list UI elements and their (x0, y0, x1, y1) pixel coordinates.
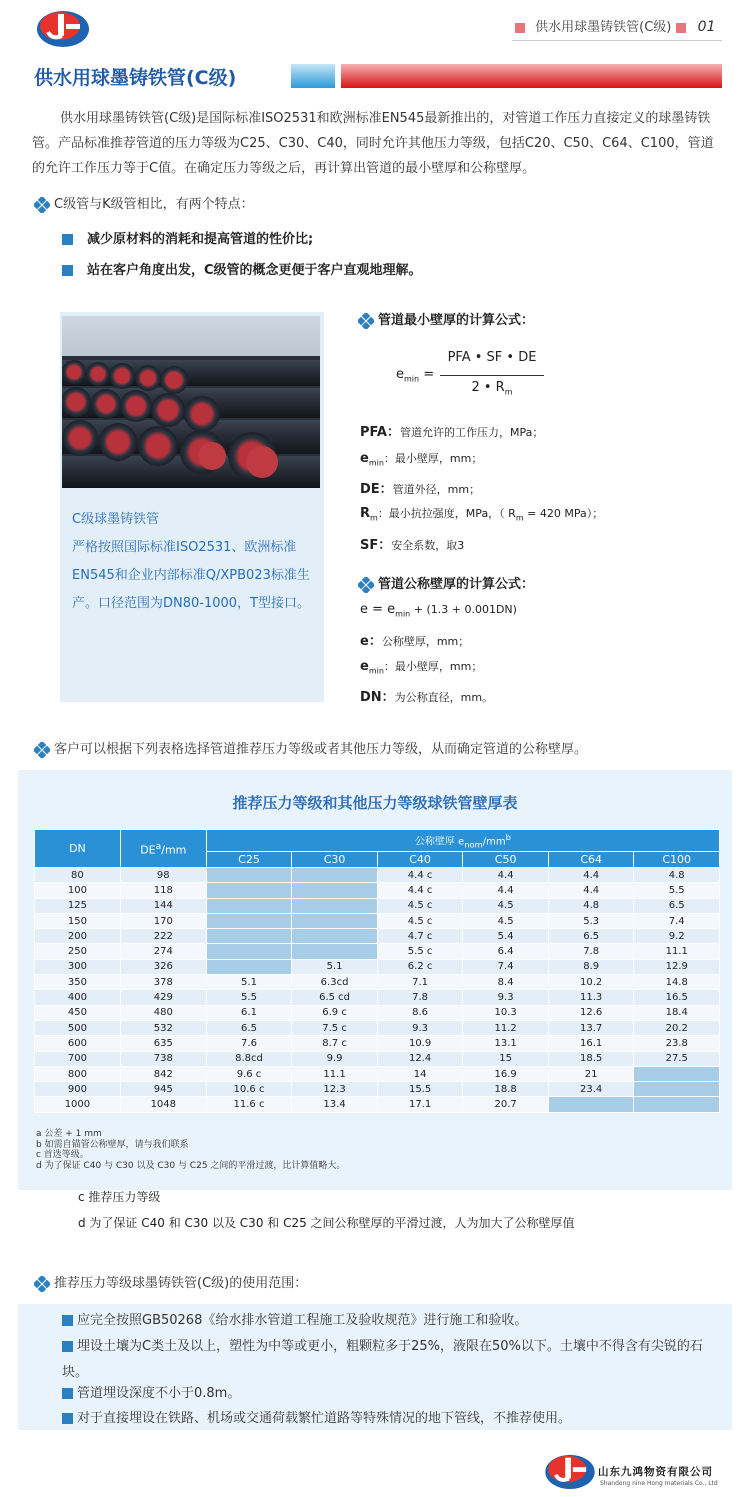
cell-dn: 450 (35, 1005, 121, 1020)
cell-dn: 500 (35, 1020, 121, 1035)
col-class: C40 (377, 852, 463, 868)
cell-thickness (292, 929, 378, 944)
cell-de: 144 (120, 898, 206, 913)
cell-thickness: 6.1 (206, 1005, 292, 1020)
cell-de: 98 (120, 868, 206, 883)
cell-de: 945 (120, 1082, 206, 1097)
cell-thickness: 7.4 (634, 913, 720, 928)
square-bullet-icon (62, 1341, 73, 1352)
def-pfa: PFA：管道允许的工作压力，MPa； (360, 425, 544, 440)
cell-thickness: 5.5 (634, 883, 720, 898)
table-row (35, 1005, 720, 1020)
cell-thickness: 13.1 (463, 1036, 549, 1051)
formula-lhs: $e_{min}$ = (396, 367, 435, 384)
cell-dn: 300 (35, 959, 121, 974)
cell-dn: 1000 (35, 1097, 121, 1112)
diamond-bullet-icon (34, 197, 50, 213)
cell-thickness: 18.4 (634, 1005, 720, 1020)
def-sf: SF：安全系数，取3 (360, 538, 465, 553)
cell-thickness: 6.5 cd (292, 990, 378, 1005)
cell-de: 842 (120, 1066, 206, 1081)
diamond-bullet-icon (358, 577, 374, 593)
cell-thickness (292, 913, 378, 928)
cell-thickness: 16.1 (548, 1036, 634, 1051)
footnote: c 首选等级。 (36, 1150, 89, 1160)
cell-thickness: 9.3 (377, 1020, 463, 1035)
cell-thickness: 5.5 (206, 990, 292, 1005)
col-de: $DE^a/mm$ (120, 830, 206, 868)
footer-company-en: Shandong nine Hong materials Co., Ltd (600, 1480, 718, 1487)
caption-body: 严格按照国际标准ISO2531、欧洲标准EN545和企业内部标准Q/XPB023标准生产。口径范围为DN80-1000，T型接口。 (72, 540, 310, 611)
cell-thickness: 4.8 (548, 898, 634, 913)
cell-thickness (292, 883, 378, 898)
cell-thickness (206, 883, 292, 898)
cell-de: 532 (120, 1020, 206, 1035)
table-title: 推荐压力等级和其他压力等级球铁管壁厚表 (232, 794, 518, 812)
footer-company: 山东九鸿物资有限公司 (598, 1466, 713, 1478)
footer-logo-icon (544, 1452, 596, 1490)
table-row (35, 990, 720, 1005)
cell-thickness: 5.4 (463, 929, 549, 944)
table-row (35, 1036, 720, 1051)
compare-item: 减少原材料的消耗和提高管道的性价比; (62, 228, 313, 247)
col-class: C30 (292, 852, 378, 868)
cell-thickness: 14 (377, 1066, 463, 1081)
cell-de: 635 (120, 1036, 206, 1051)
footnote: d 为了保证 C40 与 C30 以及 C30 与 C25 之间的平滑过渡，比计算值略大。 (36, 1160, 346, 1171)
photo-caption (72, 506, 320, 618)
cell-thickness: 11.6 c (206, 1097, 292, 1112)
cell-dn: 250 (35, 944, 121, 959)
cell-dn: 600 (35, 1036, 121, 1051)
cell-thickness (206, 929, 292, 944)
intro-paragraph: 供水用球墨铸铁管(C级)是国际标准ISO2531和欧洲标准EN545最新推出的，对管道工作压力直接定义的球墨铸铁管。产品标准推荐管道的压力等级为C25、C30、C40，同时允许其他压力等级，包括C20、C50、C64、C100，管道的允许工作压力等于C值。在确定压力等级之后，再计算出管道的最小壁厚和公称壁厚。 (32, 111, 714, 176)
cell-de: 378 (120, 975, 206, 990)
table-row (35, 1051, 720, 1066)
formula-nom-heading: 管道公称壁厚的计算公式： (358, 573, 534, 593)
cell-de: 170 (120, 913, 206, 928)
table-row (35, 913, 720, 928)
def-emin-2: $e_{min}$：最小壁厚，mm； (360, 659, 483, 676)
square-bullet-icon (62, 1388, 73, 1399)
formula-numerator: PFA • SF • DE (447, 350, 537, 365)
cell-thickness (206, 913, 292, 928)
usage-heading: 推荐压力等级球墨铸铁管(C级)的使用范围： (34, 1272, 307, 1292)
cell-thickness: 7.8 (548, 944, 634, 959)
cell-thickness: 4.5 c (377, 913, 463, 928)
pipe-stack-photo (62, 316, 320, 488)
cell-thickness: 12.4 (377, 1051, 463, 1066)
cell-thickness: 16.9 (463, 1066, 549, 1081)
cell-thickness: 9.6 c (206, 1066, 292, 1081)
col-class: C64 (548, 852, 634, 868)
table-row (35, 944, 720, 959)
formula-nom-eq: $e = e_{min} + (1.3 + 0.001DN)$ (360, 602, 517, 619)
cell-dn: 100 (35, 883, 121, 898)
usage-item: 管道埋设深度不小于0.8m。 (62, 1381, 722, 1407)
cell-de: 429 (120, 990, 206, 1005)
cell-thickness: 5.3 (548, 913, 634, 928)
cell-thickness: 4.4 (548, 883, 634, 898)
fraction-line (440, 375, 544, 376)
cell-thickness: 23.4 (548, 1082, 634, 1097)
cell-dn: 125 (35, 898, 121, 913)
cell-thickness (206, 868, 292, 883)
cell-thickness (292, 868, 378, 883)
cell-de: 738 (120, 1051, 206, 1066)
cell-thickness: 6.5 (206, 1020, 292, 1035)
cell-thickness: 16.5 (634, 990, 720, 1005)
header-divider (512, 40, 722, 41)
cell-thickness (206, 959, 292, 974)
cell-thickness: 6.5 (634, 898, 720, 913)
cell-dn: 350 (35, 975, 121, 990)
cell-thickness: 17.1 (377, 1097, 463, 1112)
table-row (35, 898, 720, 913)
footnote: a 公差 + 1 mm (36, 1129, 102, 1139)
col-class: C50 (463, 852, 549, 868)
diamond-bullet-icon (358, 313, 374, 329)
caption-title: C级球墨铸铁管 (72, 512, 160, 527)
cell-thickness: 8.8cd (206, 1051, 292, 1066)
cell-thickness: 18.5 (548, 1051, 634, 1066)
cell-thickness: 5.5 c (377, 944, 463, 959)
cell-thickness: 7.4 (463, 959, 549, 974)
def-dn: DN：为公称直径，mm。 (360, 690, 494, 705)
cell-thickness: 12.6 (548, 1005, 634, 1020)
cell-thickness: 6.5 (548, 929, 634, 944)
cell-thickness: 4.7 c (377, 929, 463, 944)
header-square-icon (515, 23, 525, 33)
table-row (35, 959, 720, 974)
cell-dn: 400 (35, 990, 121, 1005)
cell-thickness: 12.3 (292, 1082, 378, 1097)
wall-thickness-table (34, 829, 720, 1113)
col-class: C100 (634, 852, 720, 868)
cell-thickness (634, 1066, 720, 1081)
cell-thickness: 12.9 (634, 959, 720, 974)
cell-thickness: 10.6 c (206, 1082, 292, 1097)
cell-thickness: 18.8 (463, 1082, 549, 1097)
compare-item: 站在客户角度出发，C级管的概念更便于客户直观地理解。 (62, 259, 422, 278)
cell-thickness: 10.9 (377, 1036, 463, 1051)
cell-thickness: 10.3 (463, 1005, 549, 1020)
cell-thickness (634, 1097, 720, 1112)
cell-de: 222 (120, 929, 206, 944)
cell-thickness: 6.2 c (377, 959, 463, 974)
def-de: DE：管道外径，mm； (360, 482, 481, 497)
cell-thickness: 15.5 (377, 1082, 463, 1097)
cell-dn: 80 (35, 868, 121, 883)
cell-dn: 800 (35, 1066, 121, 1081)
cell-thickness: 4.4 c (377, 883, 463, 898)
cell-thickness: 4.5 c (377, 898, 463, 913)
cell-thickness: 11.1 (292, 1066, 378, 1081)
diamond-bullet-icon (34, 1276, 50, 1292)
square-bullet-icon (62, 1315, 73, 1326)
cell-de: 1048 (120, 1097, 206, 1112)
cell-thickness (292, 898, 378, 913)
formula-denominator: 2 • $R_m$ (471, 380, 513, 397)
cell-thickness: 11.3 (548, 990, 634, 1005)
table-row (35, 883, 720, 898)
cell-thickness: 11.2 (463, 1020, 549, 1035)
square-bullet-icon (62, 265, 73, 276)
company-logo-icon (36, 8, 90, 48)
cell-thickness: 8.4 (463, 975, 549, 990)
cell-thickness: 8.9 (548, 959, 634, 974)
cell-dn: 200 (35, 929, 121, 944)
cell-de: 326 (120, 959, 206, 974)
table-row (35, 1082, 720, 1097)
usage-item: 对于直接埋设在铁路、机场或交通荷载繁忙道路等特殊情况的地下管线，不推荐使用。 (62, 1406, 722, 1432)
note-d: d 为了保证 C40 和 C30 以及 C30 和 C25 之间公称壁厚的平滑过渡，人为加大了公称壁厚值 (78, 1216, 575, 1230)
cell-thickness: 10.2 (548, 975, 634, 990)
cell-thickness: 4.5 (463, 898, 549, 913)
cell-thickness: 9.3 (463, 990, 549, 1005)
cell-thickness: 9.9 (292, 1051, 378, 1066)
cell-thickness: 8.7 c (292, 1036, 378, 1051)
cell-thickness: 6.9 c (292, 1005, 378, 1020)
cell-thickness: 20.2 (634, 1020, 720, 1035)
cell-thickness: 6.4 (463, 944, 549, 959)
cell-thickness: 11.1 (634, 944, 720, 959)
footnote: b 如需自锚管公称壁厚，请与我们联系 (36, 1139, 189, 1150)
cell-thickness: 8.6 (377, 1005, 463, 1020)
table-row (35, 1066, 720, 1081)
cell-thickness: 4.8 (634, 868, 720, 883)
cell-thickness: 4.4 (463, 868, 549, 883)
def-rm: $R_m$：最小抗拉强度，MPa，（ $R_m = 420$ MPa）； (360, 506, 604, 523)
col-group: 公称壁厚 $e_{nom}/mm^b$ (206, 830, 719, 852)
cell-thickness: 6.3cd (292, 975, 378, 990)
def-e: e：公称壁厚，mm； (360, 634, 470, 649)
cell-dn: 900 (35, 1082, 121, 1097)
compare-heading: C级管与K级管相比，有两个特点： (34, 193, 254, 213)
formula-min-heading: 管道最小壁厚的计算公式： (358, 309, 534, 329)
select-note: 客户可以根据下列表格选择管道推荐压力等级或者其他压力等级，从而确定管道的公称壁厚。 (34, 738, 587, 758)
title-bar-red (341, 64, 722, 88)
table-row (35, 1020, 720, 1035)
usage-item: 应完全按照GB50268《给水排水管道工程施工及验收规范》进行施工和验收。 (62, 1308, 722, 1334)
square-bullet-icon (62, 1413, 73, 1424)
usage-item: 埋设土壤为C类土及以上，塑性为中等或更小，粗颗粒多于25%，液限在50%以下。土壤中不得含有尖锐的石块。 (62, 1339, 703, 1380)
cell-de: 480 (120, 1005, 206, 1020)
note-c: c 推荐压力等级 (78, 1190, 161, 1204)
table-row (35, 975, 720, 990)
cell-thickness: 4.4 (463, 883, 549, 898)
square-bullet-icon (62, 234, 73, 245)
table-row (35, 929, 720, 944)
page-number: 01 (697, 19, 716, 35)
cell-thickness: 9.2 (634, 929, 720, 944)
cell-thickness: 7.8 (377, 990, 463, 1005)
cell-dn: 700 (35, 1051, 121, 1066)
cell-thickness (548, 1097, 634, 1112)
cell-thickness: 14.8 (634, 975, 720, 990)
cell-thickness: 21 (548, 1066, 634, 1081)
cell-dn: 150 (35, 913, 121, 928)
cell-thickness: 5.1 (292, 959, 378, 974)
header-title: 供水用球墨铸铁管(C级) 01 (515, 16, 715, 35)
cell-thickness: 4.5 (463, 913, 549, 928)
table-row (35, 1097, 720, 1112)
cell-de: 274 (120, 944, 206, 959)
cell-thickness: 5.1 (206, 975, 292, 990)
header-square-icon (676, 23, 686, 33)
cell-thickness: 23.8 (634, 1036, 720, 1051)
cell-thickness: 4.4 c (377, 868, 463, 883)
cell-thickness: 27.5 (634, 1051, 720, 1066)
page-title: 供水用球墨铸铁管(C级) (34, 67, 237, 89)
cell-thickness: 4.4 (548, 868, 634, 883)
cell-thickness: 7.1 (377, 975, 463, 990)
cell-thickness (206, 944, 292, 959)
cell-thickness: 20.7 (463, 1097, 549, 1112)
title-bar-blue (291, 64, 335, 88)
cell-thickness: 7.6 (206, 1036, 292, 1051)
cell-thickness: 7.5 c (292, 1020, 378, 1035)
cell-thickness: 13.7 (548, 1020, 634, 1035)
cell-thickness (292, 944, 378, 959)
table-footnotes (36, 1129, 345, 1171)
col-class: C25 (206, 852, 292, 868)
diamond-bullet-icon (34, 742, 50, 758)
col-dn: DN (35, 830, 121, 868)
cell-thickness: 13.4 (292, 1097, 378, 1112)
cell-thickness: 15 (463, 1051, 549, 1066)
def-emin: $e_{min}$：最小壁厚，mm； (360, 451, 483, 468)
cell-thickness (206, 898, 292, 913)
cell-thickness (634, 1082, 720, 1097)
cell-de: 118 (120, 883, 206, 898)
table-row (35, 868, 720, 883)
